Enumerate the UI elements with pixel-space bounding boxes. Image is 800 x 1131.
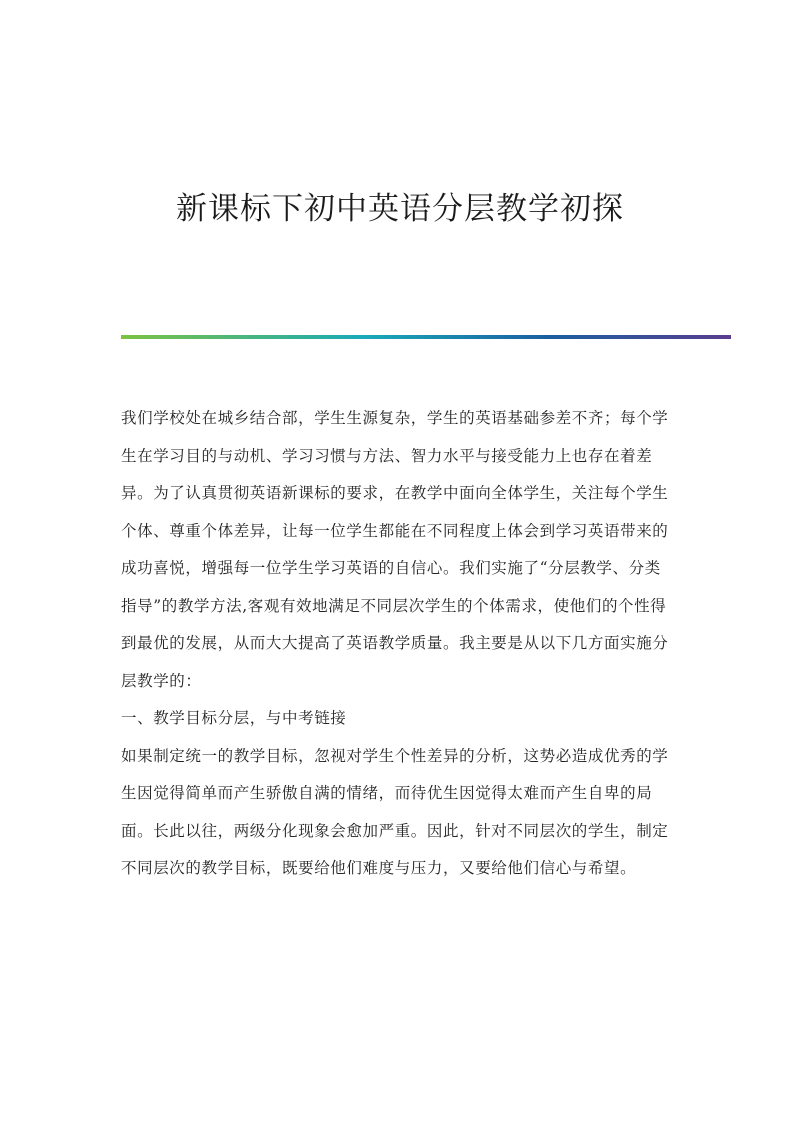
text-line: 如果制定统一的教学目标，忽视对学生个性差异的分析，这势必造成优秀的学 bbox=[121, 746, 669, 765]
body-paragraph bbox=[121, 400, 681, 700]
document-body bbox=[121, 400, 681, 888]
text-line: 到最优的发展，从而大大提高了英语教学质量。我主要是从以下几方面实施分 bbox=[121, 634, 669, 652]
text-line: 异。为了认真贯彻英语新课标的要求，在教学中面向全体学生，关注每个学生 bbox=[121, 484, 669, 502]
gradient-divider bbox=[121, 335, 731, 339]
text-line: 面。长此以往，两级分化现象会愈加严重。因此，针对不同层次的学生，制定 bbox=[121, 821, 669, 840]
text-line: 生因觉得简单而产生骄傲自满的情绪，而待优生因觉得太难而产生自卑的局 bbox=[121, 784, 653, 802]
document-title: 新课标下初中英语分层教学初探 bbox=[176, 191, 624, 227]
text-line: 个体、尊重个体差异，让每一位学生都能在不同程度上体会到学习英语带来的 bbox=[121, 521, 669, 540]
text-line: 一、教学目标分层，与中考链接 bbox=[121, 709, 347, 727]
text-line: 成功喜悦，增强每一位学生学习英语的自信心。我们实施了“分层教学、分类 bbox=[121, 559, 661, 577]
body-paragraph bbox=[121, 738, 681, 888]
text-line: 生在学习目的与动机、学习习惯与方法、智力水平与接受能力上也存在着差 bbox=[121, 446, 653, 465]
section-heading bbox=[121, 700, 681, 738]
text-line: 不同层次的教学目标，既要给他们难度与压力，又要给他们信心与希望。 bbox=[121, 859, 637, 877]
text-line: 层教学的： bbox=[121, 671, 202, 690]
text-line: 我们学校处在城乡结合部，学生生源复杂，学生的英语基础参差不齐；每个学 bbox=[121, 409, 669, 427]
text-line: 指导”的教学方法,客观有效地满足不同层次学生的个体需求，使他们的个性得 bbox=[121, 596, 667, 615]
